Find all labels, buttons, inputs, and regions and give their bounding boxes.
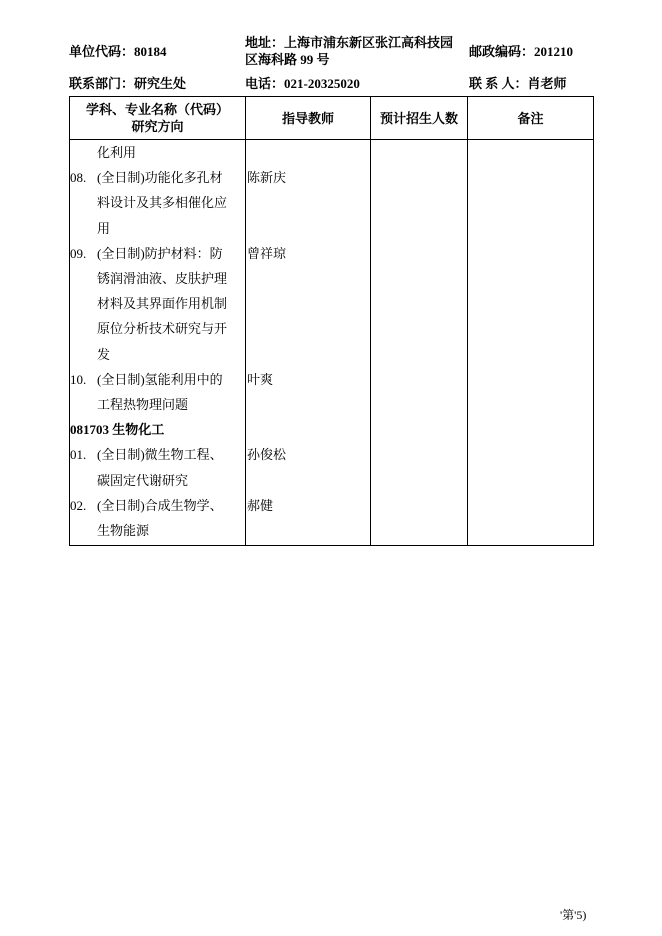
direction-text: (全日制)合成生物学、 — [97, 497, 223, 513]
page-number: '第'5) — [560, 908, 587, 922]
direction-number: 02. — [70, 497, 87, 513]
direction-text: (全日制)氢能利用中的 — [97, 371, 223, 387]
direction-number: 08. — [70, 170, 87, 186]
direction-text: 工程热物理问题 — [97, 397, 189, 412]
direction-number: 10. — [70, 371, 87, 387]
address-line-2: 区海科路 99 号 — [245, 52, 330, 67]
direction-text: 生物能源 — [97, 523, 150, 538]
direction-number: 09. — [70, 245, 87, 261]
direction-line — [70, 417, 164, 442]
address-line-1: 地址：上海市浦东新区张江高科技园 — [245, 35, 454, 50]
column-header-enrollment: 预计招生人数 — [371, 97, 468, 140]
direction-text: (全日制)功能化多孔材 — [97, 170, 223, 186]
advisor-name: 叶爽 — [247, 371, 274, 387]
column-header-advisor: 指导教师 — [246, 97, 371, 140]
direction-text: 用 — [97, 220, 111, 236]
major-code-title: 081703 生物化工 — [70, 422, 165, 438]
direction-number: 01. — [70, 447, 87, 463]
enrollment-table — [69, 96, 594, 546]
direction-text: 原位分析技术研究与开 — [97, 321, 228, 337]
advisor-name: 陈新庆 — [247, 170, 287, 186]
direction-text: 发 — [97, 346, 111, 362]
direction-text: 锈润滑油液、皮肤护理 — [97, 271, 228, 286]
contact-department: 联系部门：研究生处 — [69, 76, 187, 91]
directions-cell — [70, 140, 246, 546]
header-major-name: 学科、专业名称（代码） — [85, 102, 229, 117]
unit-code: 单位代码：80184 — [69, 44, 167, 59]
phone: 电话：021-20325020 — [245, 76, 360, 91]
direction-text: 料设计及其多相催化应 — [97, 195, 228, 211]
advisor-name: 曾祥琼 — [247, 245, 287, 261]
advisor-name: 郝健 — [247, 497, 274, 513]
directions-list — [70, 140, 245, 545]
direction-text: (全日制)防护材料：防 — [97, 245, 223, 261]
advisors-list — [246, 140, 370, 545]
enrollment-cell — [371, 140, 468, 546]
postcode: 邮政编码：201210 — [469, 44, 574, 59]
contact-person: 联 系 人：肖老师 — [469, 76, 567, 91]
direction-text: 碳固定代谢研究 — [97, 472, 189, 488]
advisors-cell — [246, 140, 371, 546]
direction-text: (全日制)微生物工程、 — [97, 447, 223, 463]
column-header-notes: 备注 — [468, 97, 594, 140]
notes-cell — [468, 140, 594, 546]
header-research-direction: 研究方向 — [131, 119, 184, 134]
advisor-name: 孙俊松 — [247, 447, 287, 463]
column-header-major — [70, 97, 246, 140]
direction-text: 化利用 — [97, 145, 137, 160]
direction-text: 材料及其界面作用机制 — [97, 296, 228, 312]
